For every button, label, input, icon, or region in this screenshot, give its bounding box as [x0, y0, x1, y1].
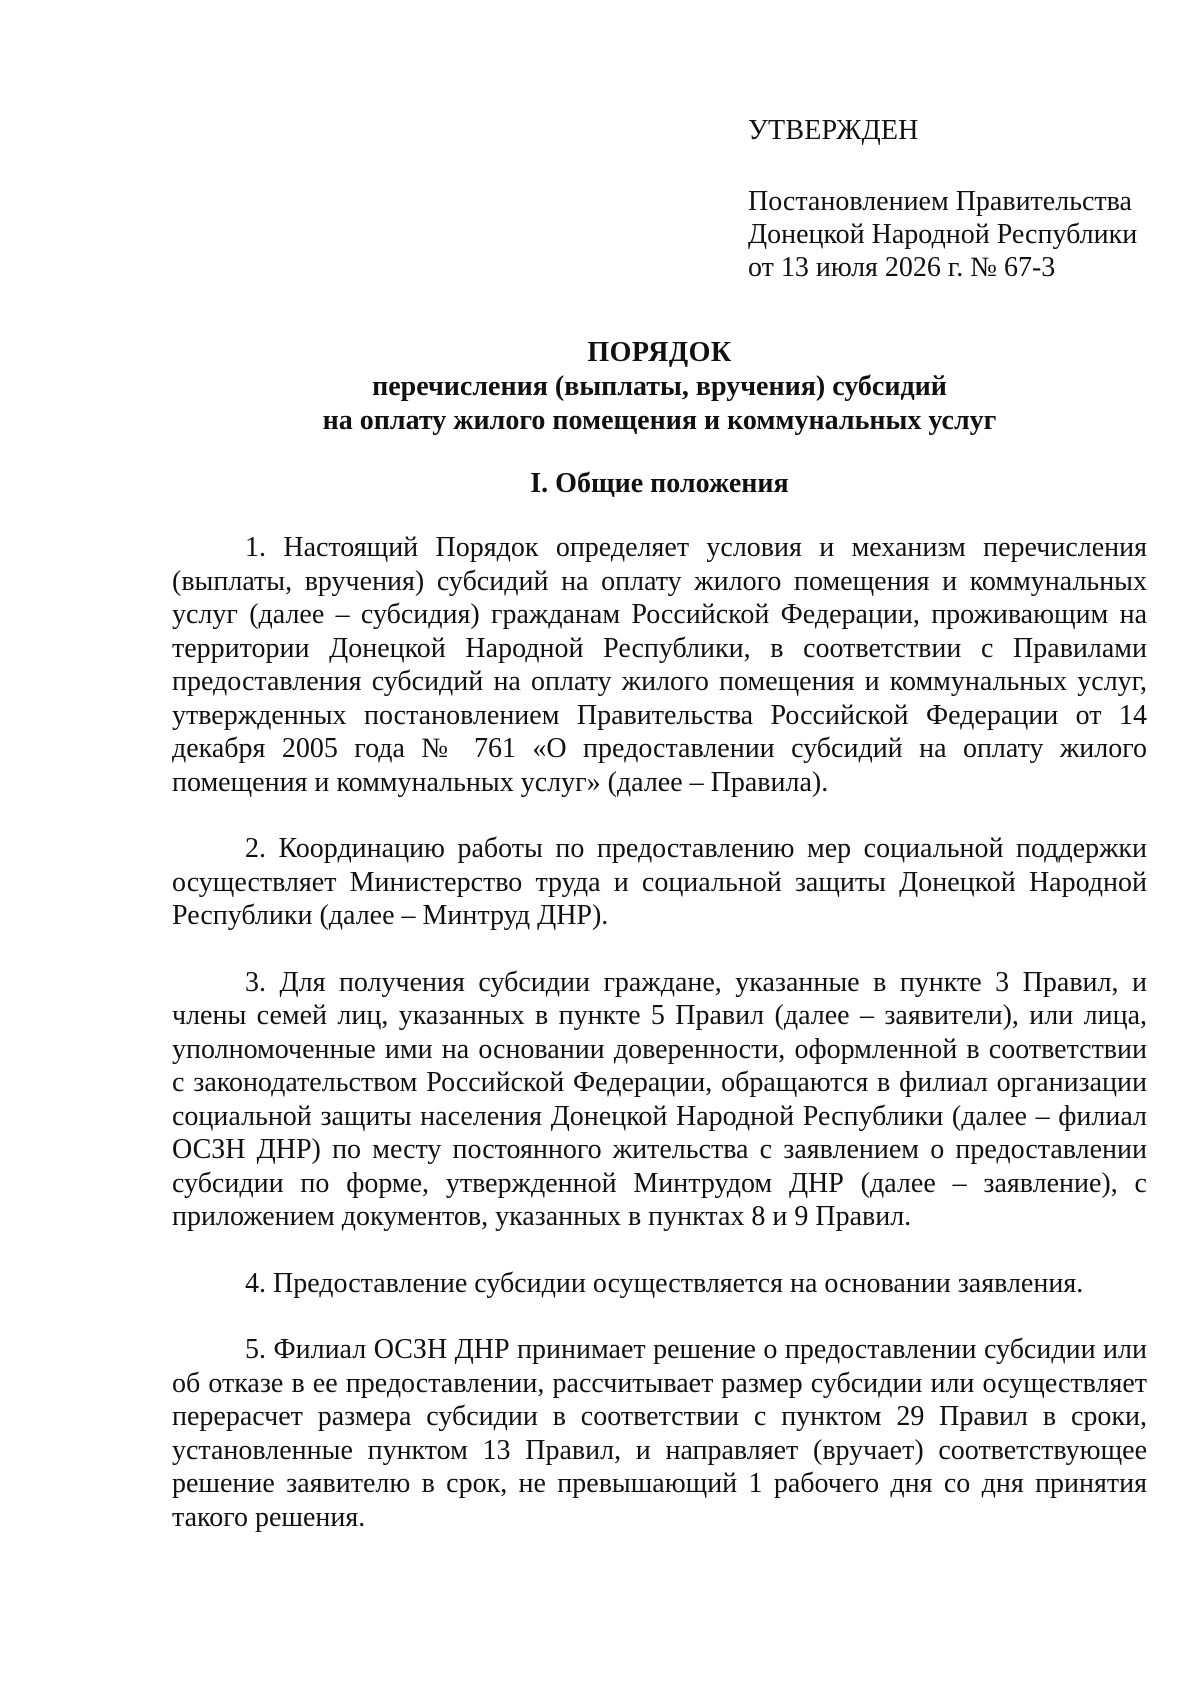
paragraph-2: 2. Координацию работы по предоставлению мер социальной поддержки осуществляет Министерство труда и социальной защиты Донецкой Народной Республики (далее – Минтруд ДНР).	[172, 833, 1147, 931]
approval-basis-line: от 13 июля 2026 г. № 67-3	[748, 252, 1056, 283]
approval-basis-line: Донецкой Народной Республики	[748, 219, 1138, 250]
document-title	[172, 336, 1147, 438]
approval-basis-line: Постановлением Правительства	[748, 186, 1132, 217]
paragraph-4: 4. Предоставление субсидии осуществляется на основании заявления.	[245, 1267, 1084, 1299]
approval-block	[748, 114, 1168, 284]
document-subtitle-line: на оплату жилого помещения и коммунальных услуг	[322, 405, 997, 436]
approval-stamp: УТВЕРЖДЕН	[748, 115, 919, 146]
paragraph-1: 1. Настоящий Порядок определяет условия и механизм перечисления (выплаты, вручения) субсидий на оплату жилого помещения и коммунальных услуг (далее – субсидия) гражданам Российской Федерации, проживающим на территории Донецкой Народной Республики, в соответствии с Правилами предоставления субсидий на оплату жилого помещения и коммунальных услуг, утвержденных постановлением Правительства Российской Федерации от 14 декабря 2005 года № 761 «О предоставлении субсидий на оплату жилого помещения и коммунальных услуг» (далее – Правила).	[172, 532, 1147, 798]
section-heading: I. Общие положения	[530, 468, 789, 499]
paragraph-3: 3. Для получения субсидии граждане, указанные в пункте 3 Правил, и члены семей лиц, указанных в пункте 5 Правил (далее – заявители), или лица, уполномоченные ими на основании доверенности, оформленной в соответствии с законодательством Российской Федерации, обращаются в филиал организации социальной защиты населения Донецкой Народной Республики (далее – филиал ОСЗН ДНР) по месту постоянного жительства с заявлением о предоставлении субсидии по форме, утвержденной Минтрудом ДНР (далее – заявление), с приложением документов, указанных в пунктах 8 и 9 Правил.	[172, 966, 1147, 1232]
document-subtitle-line: перечисления (выплаты, вручения) субсидий	[372, 371, 947, 402]
approval-basis	[748, 185, 1168, 284]
paragraph-5: 5. Филиал ОСЗН ДНР принимает решение о предоставлении субсидии или об отказе в ее предоставлении, рассчитывает размер субсидии или осуществляет перерасчет размера субсидии в соответствии с пунктом 29 Правил в сроки, установленные пунктом 13 Правил, и направляет (вручает) соответствующее решение заявителю в срок, не превышающий 1 рабочего дня со дня принятия такого решения.	[172, 1334, 1147, 1533]
document-title-main: ПОРЯДОК	[587, 337, 732, 368]
document-body	[172, 531, 1147, 1567]
